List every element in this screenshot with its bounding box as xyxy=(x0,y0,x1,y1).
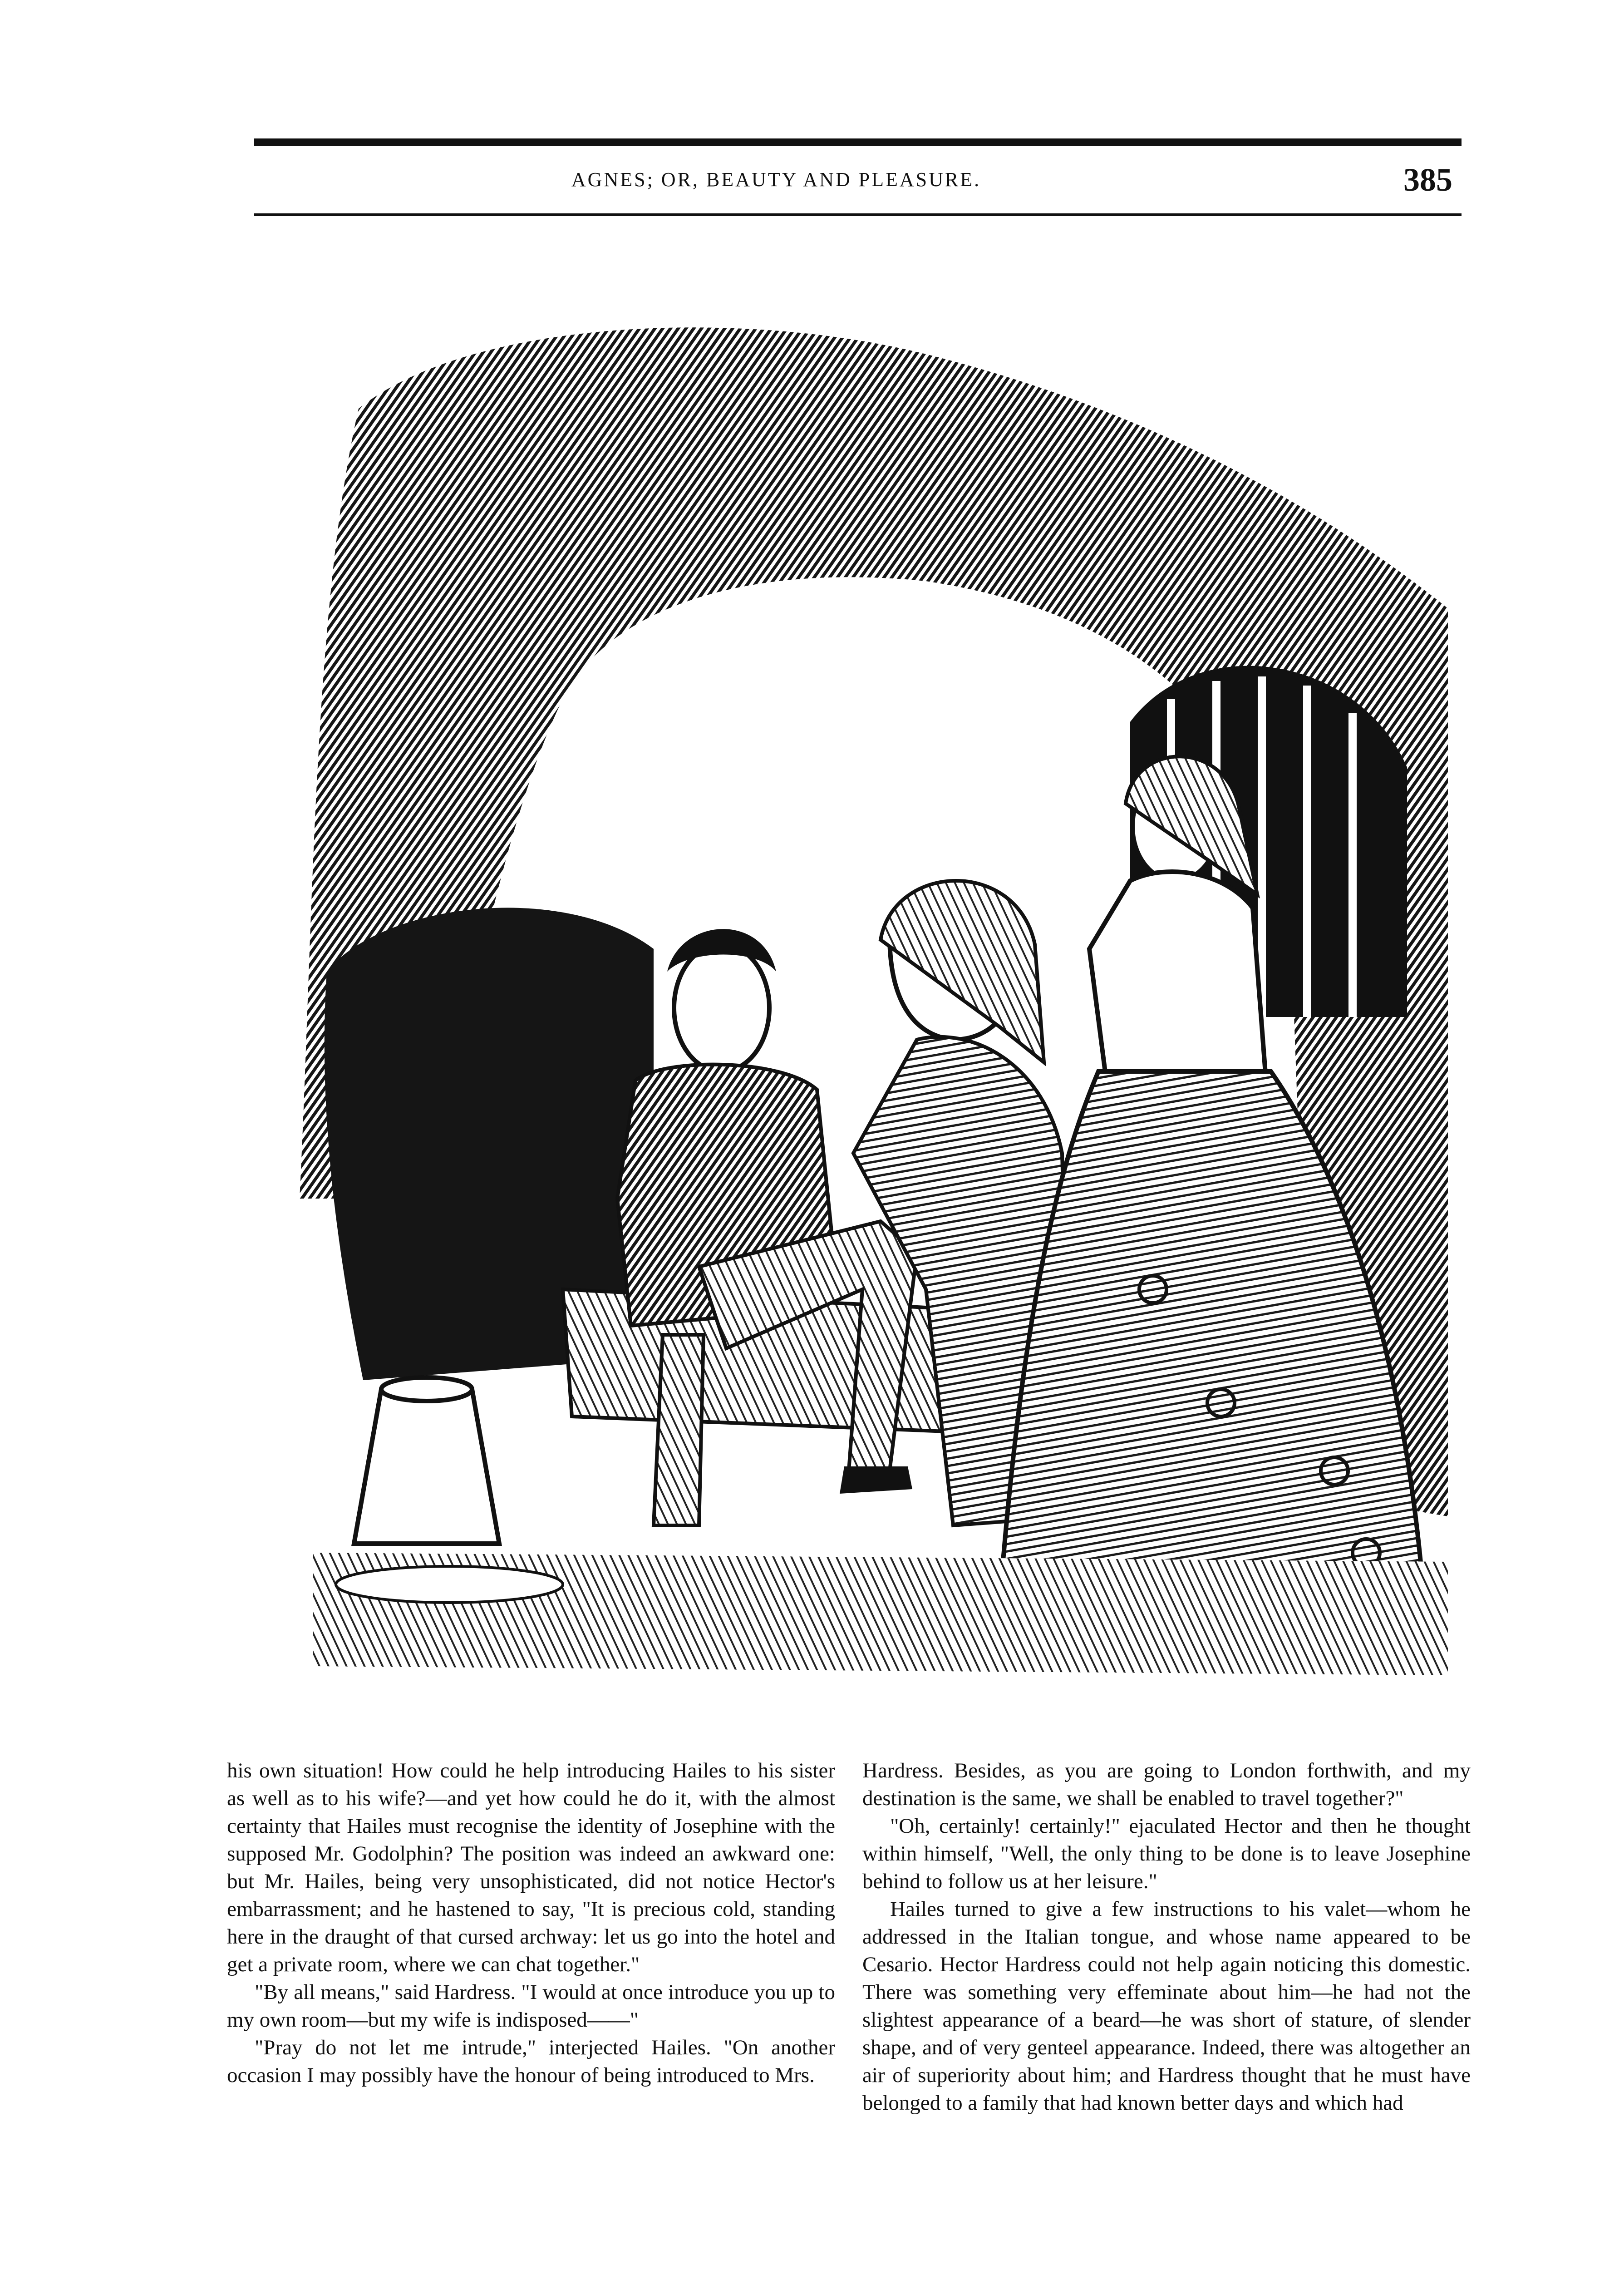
seated-man xyxy=(617,929,917,1525)
left-column xyxy=(227,1757,835,2270)
paragraph: "Pray do not let me intrude," interjected Hailes. "On another occasion I may possibly have the honour of being introduced to Mrs. xyxy=(227,2036,835,2087)
header-rule-top xyxy=(254,138,1462,146)
text-columns xyxy=(227,1757,1471,2270)
paragraph: "By all means," said Hardress. "I would at once introduce you up to my own room—but my wife is indisposed——" xyxy=(227,1980,835,2032)
paragraph: "Oh, certainly! certainly!" ejaculated Hector and then he thought within himself, "Well, the only thing to be done is to leave Josephine behind to follow us at her leisure." xyxy=(862,1814,1471,1893)
right-column xyxy=(862,1757,1471,2270)
paragraph: Hardress. Besides, as you are going to London forthwith, and my destination is the same, we shall be enabled to travel together?" xyxy=(862,1759,1471,1810)
bucket xyxy=(354,1389,499,1544)
arch-opening xyxy=(790,586,1053,881)
paragraph: his own situation! How could he help introducing Hailes to his sister as well as to his wife?—and yet how could he do it, with the almost certainty that Hailes must recognise the identity of Josephine with the supposed Mr. Godolphin? The position was indeed an awkward one: but Mr. Hailes, being very unsophisticated, did not notice Hector's embarrassment; and he hastened to say, "It is precious cold, standing here in the draught of that cursed archway: let us go into the hotel and get a private room, where we can chat together." xyxy=(227,1759,835,1976)
paragraph: Hailes turned to give a few instructions to his valet—whom he addressed in the Italian tongue, and whose name appeared to be Cesario. Hector Hardress could not help again noticing this domestic. There was something very effeminate about him—he had not the slightest appearance of a beard—he was short of stature, of slender shape, and of very genteel appearance. Indeed, there was altogether an air of superiority about him; and Hardress thought that he must have belonged to a family that had known better days and which had xyxy=(862,1897,1471,2115)
page-number: 385 xyxy=(1403,162,1452,198)
header-rule-bottom xyxy=(254,213,1462,216)
engraving-illustration xyxy=(245,291,1471,1712)
running-title: AGNES; OR, BEAUTY AND PLEASURE. xyxy=(571,168,981,191)
